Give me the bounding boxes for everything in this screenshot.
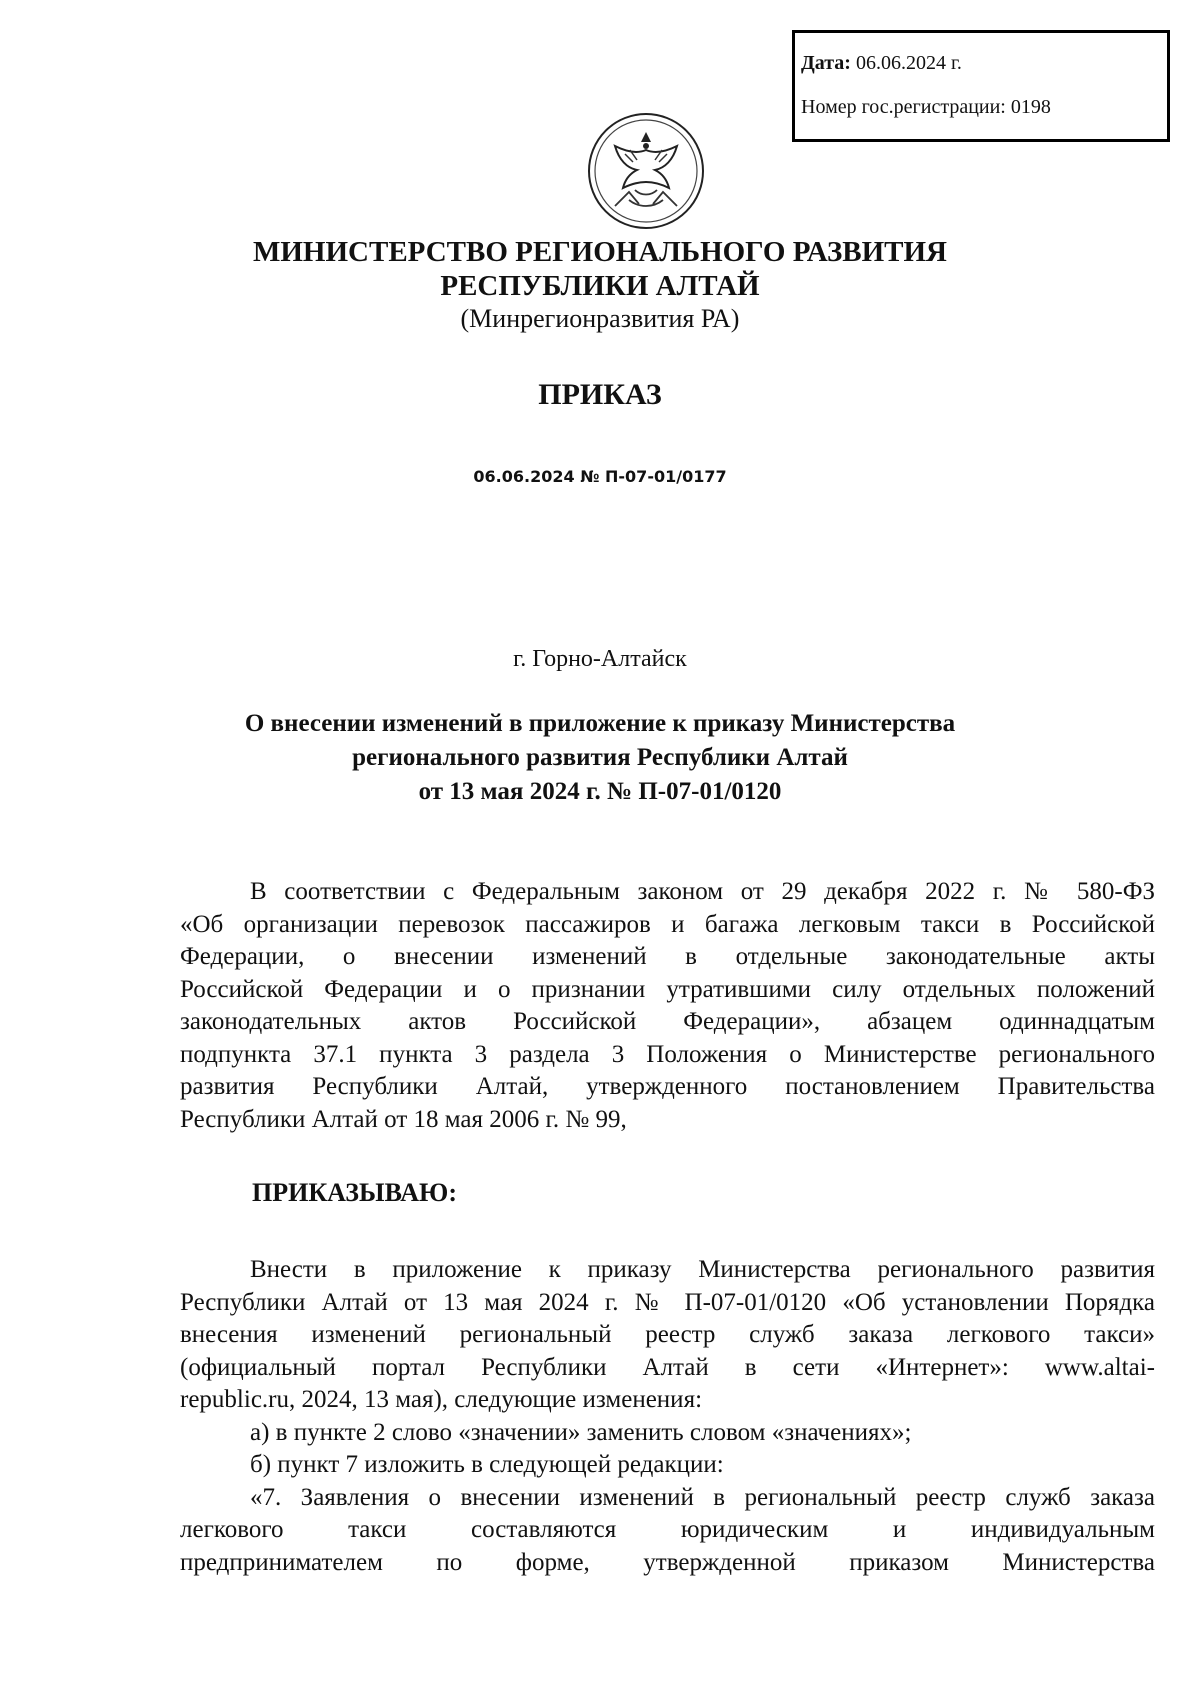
preamble-line: Республики Алтай от 18 мая 2006 г. № 99, [180,1105,627,1133]
coat-of-arms-emblem [585,110,707,232]
body-line: предпринимателем по форме, утвержденной приказом Министерства [180,1548,1155,1576]
registration-number-label: Номер гос.регистрации: [801,96,1006,118]
body-line: Республики Алтай от 13 мая 2024 г. № П-07-01/0120 «Об установлении Порядка [180,1288,1155,1316]
body-line: «7. Заявления о внесении изменений в региональный реестр служб заказа [250,1483,1155,1511]
preamble-line: Федерации, о внесении изменений в отдельные законодательные акты [180,943,1155,970]
subject-line3: от 13 мая 2024 г. № П-07-01/0120 [418,778,782,805]
order-number: 06.06.2024 № П-07-01/0177 [473,467,727,486]
registration-number-value: 0198 [1010,96,1051,118]
preamble-line: развития Республики Алтай, утвержденного постановлением Правительства [180,1073,1155,1100]
ministry-name-line2: РЕСПУБЛИКИ АЛТАЙ [440,270,760,302]
preamble-line: В соответствии с Федеральным законом от 29 декабря 2022 г. № 580-ФЗ [250,878,1155,905]
preamble-line: законодательных актов Российской Федерации», абзацем одиннадцатым [180,1008,1155,1035]
body-line: republic.ru, 2024, 13 мая), следующие изменения: [180,1386,703,1413]
document-type: ПРИКАЗ [538,378,662,411]
ministry-name-line1: МИНИСТЕРСТВО РЕГИОНАЛЬНОГО РАЗВИТИЯ [252,236,947,268]
preamble-line: «Об организации перевозок пассажиров и багажа легковым такси в Российской [180,910,1155,938]
order-body [180,1254,1155,1579]
preamble-line: подпункта 37.1 пункта 3 раздела 3 Положения о Министерстве регионального [180,1040,1155,1068]
registration-stamp [792,30,1170,142]
preamble-line: Российской Федерации и о признании утратившими силу отдельных положений [180,975,1155,1003]
subject-line1: О внесении изменений в приложение к приказу Министерства [244,710,956,737]
body-line: легкового такси составляются юридическим и индивидуальным [180,1516,1155,1543]
registration-number-row [801,95,1167,139]
preamble-paragraph [180,876,1155,1136]
registration-date-value: 06.06.2024 г. [855,52,962,74]
body-line: (официальный портал Республики Алтай в сети «Интернет»: www.altai- [180,1353,1155,1381]
body-item-a: а) в пункте 2 слово «значении» заменить словом «значениях»; [250,1418,912,1446]
registration-date-row [801,51,1167,95]
body-item-b: б) пункт 7 изложить в следующей редакции: [250,1451,724,1478]
registration-date-label: Дата: [801,52,851,74]
ministry-abbreviation: (Минрегионразвития РА) [460,304,740,333]
order-directive-word: ПРИКАЗЫВАЮ: [252,1178,457,1207]
body-line: Внести в приложение к приказу Министерства регионального развития [250,1256,1155,1283]
subject-line2: регионального развития Республики Алтай [352,744,848,771]
city-name: г. Горно-Алтайск [513,646,687,672]
body-line: внесения изменений региональный реестр служб заказа легкового такси» [180,1321,1155,1348]
